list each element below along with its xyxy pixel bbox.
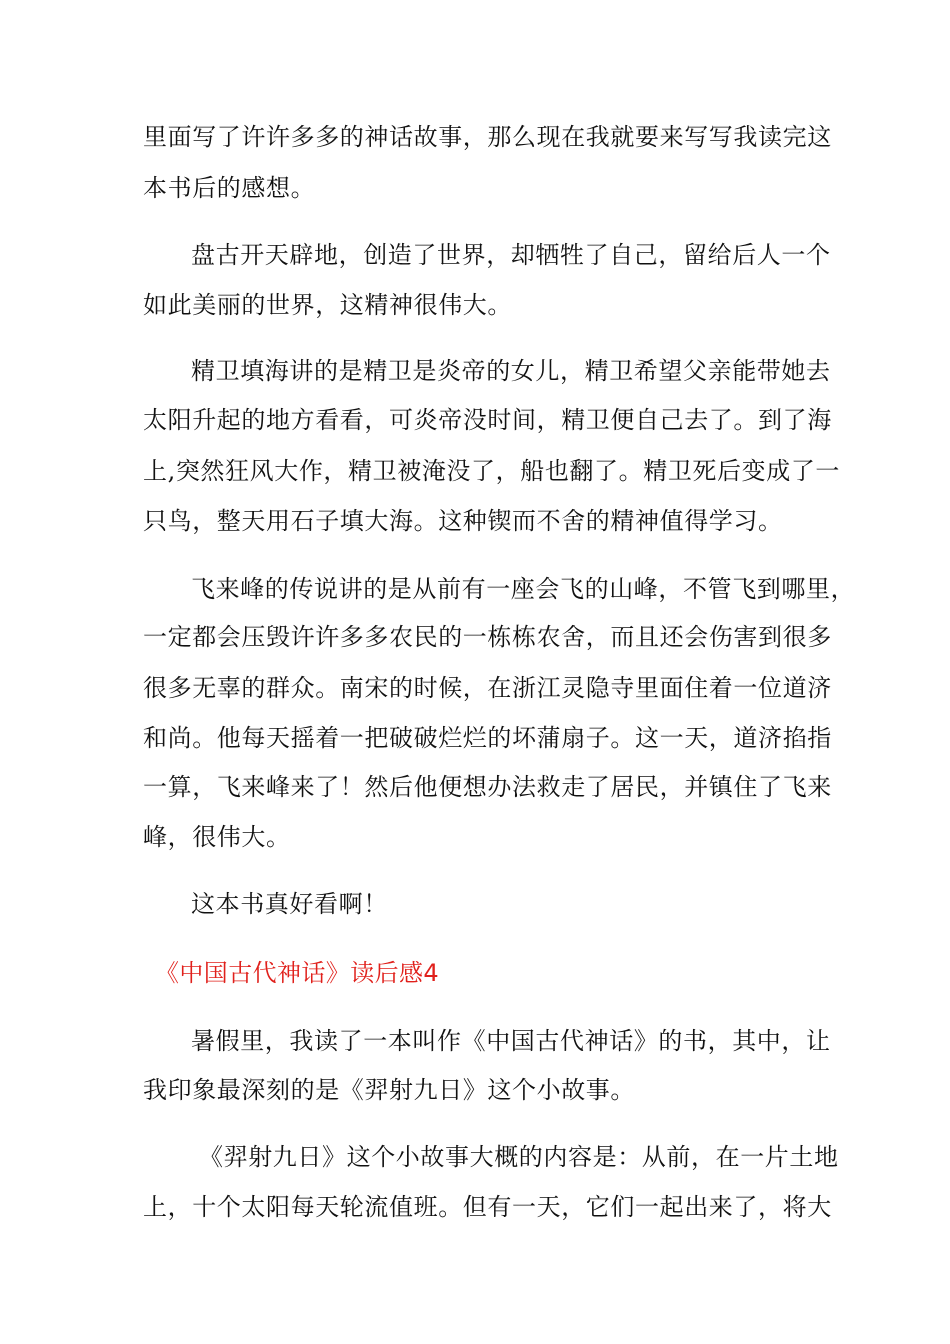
- body-text-line: 飞来峰的传说讲的是从前有一座会飞的山峰，不管飞到哪里，: [191, 575, 856, 603]
- body-text-line: 我印象最深刻的是《羿射九日》这个小故事。: [143, 1076, 635, 1104]
- body-text-line: 本书后的感想。: [143, 174, 316, 202]
- body-text-line: 暑假里，我读了一本叫作《中国古代神话》的书，其中，让: [191, 1027, 831, 1055]
- body-text-line: 太阳升起的地方看看，可炎帝没时间，精卫便自己去了。到了海: [143, 406, 832, 434]
- body-text-line: 上,突然狂风大作，精卫被淹没了，船也翻了。精卫死后变成了一: [143, 457, 841, 485]
- body-text-line: 一算，飞来峰来了！然后他便想办法救走了居民，并镇住了飞来: [143, 773, 832, 801]
- body-text-line: 盘古开天辟地，创造了世界，却牺牲了自己，留给后人一个: [191, 241, 831, 269]
- body-text-line: 和尚。他每天摇着一把破破烂烂的坏蒲扇子。这一天，道济掐指: [143, 724, 832, 752]
- body-text-line: 里面写了许许多多的神话故事，那么现在我就要来写写我读完这: [143, 123, 832, 151]
- body-text-line: 一定都会压毁许许多多农民的一栋栋农舍，而且还会伤害到很多: [143, 623, 832, 651]
- body-text-line: 精卫填海讲的是精卫是炎帝的女儿，精卫希望父亲能带她去: [191, 357, 831, 385]
- body-text-line: 峰，很伟大。: [143, 823, 291, 851]
- section-heading: 《中国古代神话》读后感4: [155, 959, 440, 987]
- body-text-line: 《羿射九日》这个小故事大概的内容是：从前，在一片土地: [199, 1143, 839, 1171]
- body-text-line: 只鸟，整天用石子填大海。这种锲而不舍的精神值得学习。: [143, 507, 783, 535]
- body-text-line: 上，十个太阳每天轮流值班。但有一天，它们一起出来了，将大: [143, 1193, 832, 1221]
- body-text-line: 这本书真好看啊！: [191, 890, 388, 918]
- body-text-line: 如此美丽的世界，这精神很伟大。: [143, 291, 512, 319]
- body-text-line: 很多无辜的群众。南宋的时候，在浙江灵隐寺里面住着一位道济: [143, 674, 832, 702]
